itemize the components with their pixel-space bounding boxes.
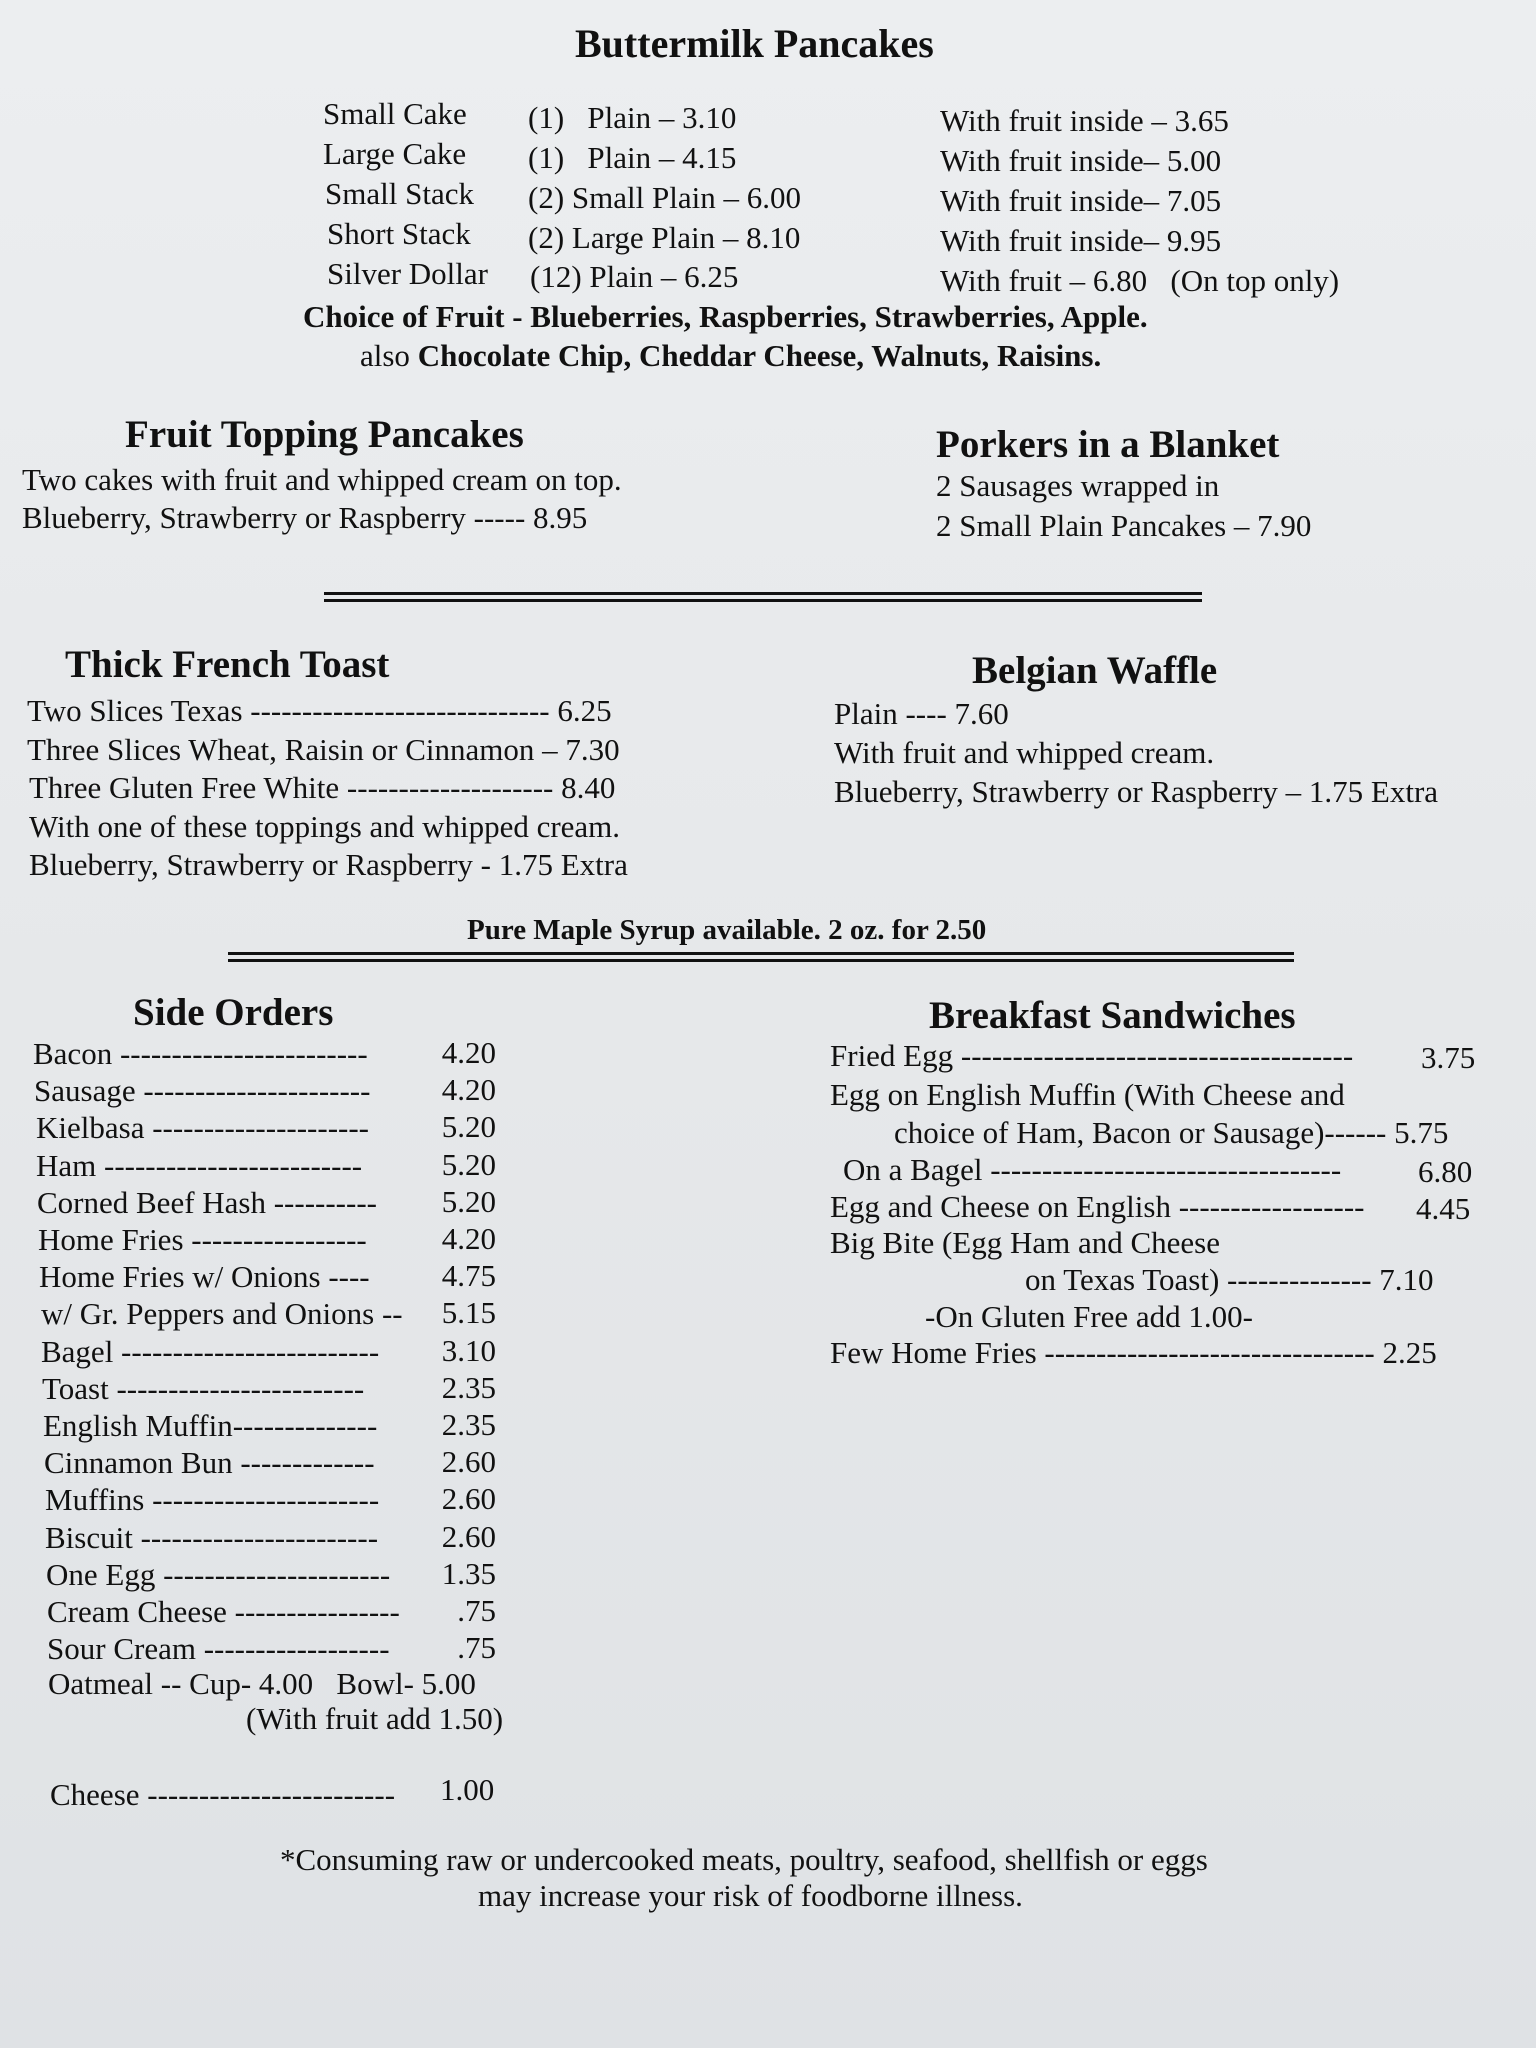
also-line	[360, 337, 1101, 375]
pancake-fruit: With fruit inside– 5.00	[940, 143, 1222, 178]
sandwich-price: 4.45	[1416, 1191, 1471, 1226]
fruit-topping-line: Blueberry, Strawberry or Raspberry ----- 8.95	[22, 500, 588, 535]
waffle-line: Blueberry, Strawberry or Raspberry – 1.75 Extra	[834, 774, 1439, 809]
side-order-label: Muffins ----------------------	[45, 1482, 380, 1517]
side-order-price: 5.20	[441, 1147, 496, 1182]
sandwiches-title: Breakfast Sandwiches	[929, 994, 1296, 1037]
waffle-title: Belgian Waffle	[972, 649, 1218, 692]
porkers-line: 2 Small Plain Pancakes – 7.90	[936, 508, 1312, 543]
side-order-label: One Egg ----------------------	[46, 1557, 391, 1592]
pancake-name: Large Cake	[323, 136, 467, 171]
gluten-free-note: -On Gluten Free add 1.00-	[925, 1299, 1253, 1334]
divider-rule	[324, 592, 1202, 602]
side-order-label: Bagel -------------------------	[41, 1334, 380, 1369]
side-order-price: 2.60	[441, 1519, 496, 1554]
side-order-price: .75	[457, 1593, 496, 1628]
pancake-fruit: With fruit inside– 9.95	[940, 223, 1222, 258]
side-order-label: Biscuit -----------------------	[45, 1520, 379, 1555]
fruit-choice-line: Choice of Fruit - Blueberries, Raspberries, Strawberries, Apple.	[303, 299, 1148, 334]
side-order-label: Cream Cheese ----------------	[47, 1594, 400, 1629]
side-order-label: Bacon ------------------------	[33, 1036, 368, 1071]
waffle-line: Plain ---- 7.60	[834, 696, 1009, 731]
porkers-title: Porkers in a Blanket	[936, 423, 1280, 466]
side-order-label: Ham -------------------------	[36, 1148, 363, 1183]
side-order-price: 4.20	[441, 1221, 496, 1256]
side-order-label: Home Fries -----------------	[38, 1222, 367, 1257]
sandwich-line: Few Home Fries -------------------------------- 2.25	[830, 1335, 1437, 1370]
side-order-label: Kielbasa ---------------------	[36, 1110, 369, 1145]
side-order-price: 4.20	[441, 1072, 496, 1107]
french-toast-line: Three Gluten Free White -------------------- 8.40	[29, 770, 616, 805]
also-items: Chocolate Chip, Cheddar Cheese, Walnuts, Raisins.	[417, 338, 1102, 373]
pancake-name: Small Stack	[325, 176, 474, 211]
sandwich-line: Egg on English Muffin (With Cheese and	[830, 1077, 1345, 1112]
side-order-price: 5.20	[441, 1109, 496, 1144]
pancake-plain: (12) Plain – 6.25	[530, 259, 739, 294]
cheese-label: Cheese ------------------------	[50, 1777, 396, 1812]
pancake-plain: (2) Large Plain – 8.10	[528, 220, 801, 255]
fruit-topping-title: Fruit Topping Pancakes	[125, 413, 524, 456]
pancake-plain: (1) Plain – 4.15	[528, 140, 737, 175]
syrup-note: Pure Maple Syrup available. 2 oz. for 2.50	[467, 914, 987, 946]
side-order-price: 2.60	[441, 1481, 496, 1516]
side-order-label: w/ Gr. Peppers and Onions --	[41, 1296, 403, 1331]
side-order-price: 2.60	[441, 1444, 496, 1479]
french-toast-line: Two Slices Texas ----------------------------- 6.25	[27, 693, 612, 728]
pancake-plain: (1) Plain – 3.10	[528, 100, 737, 135]
pancakes-title: Buttermilk Pancakes	[575, 21, 934, 66]
side-order-label: Sausage ----------------------	[34, 1073, 371, 1108]
cheese-price: 1.00	[440, 1772, 495, 1807]
sandwich-line: choice of Ham, Bacon or Sausage)------ 5.75	[894, 1115, 1449, 1150]
side-orders-title: Side Orders	[133, 991, 334, 1034]
side-order-price: 4.20	[441, 1035, 496, 1070]
side-order-price: 5.20	[441, 1184, 496, 1219]
porkers-line: 2 Sausages wrapped in	[936, 468, 1220, 503]
sandwich-price: 3.75	[1421, 1040, 1476, 1075]
pancake-name: Short Stack	[327, 216, 471, 251]
french-toast-title: Thick French Toast	[65, 643, 390, 686]
also-prefix: also	[360, 338, 418, 373]
waffle-line: With fruit and whipped cream.	[834, 735, 1215, 770]
disclaimer-line: may increase your risk of foodborne illness.	[478, 1878, 1023, 1913]
french-toast-line: Three Slices Wheat, Raisin or Cinnamon – 7.30	[27, 732, 620, 767]
side-order-price: 5.15	[441, 1295, 496, 1330]
side-order-label: Corned Beef Hash ----------	[37, 1185, 377, 1220]
sandwich-line: Fried Egg --------------------------------------	[830, 1038, 1354, 1073]
sandwich-line: on Texas Toast) -------------- 7.10	[1025, 1262, 1434, 1297]
side-order-label: Toast ------------------------	[42, 1371, 365, 1406]
disclaimer-line: *Consuming raw or undercooked meats, poultry, seafood, shellfish or eggs	[280, 1842, 1208, 1877]
side-order-label: Home Fries w/ Onions ----	[39, 1259, 370, 1294]
pancake-fruit: With fruit inside – 3.65	[940, 103, 1229, 138]
side-order-price: 2.35	[441, 1370, 496, 1405]
side-order-price: 1.35	[441, 1556, 496, 1591]
sandwich-line: Egg and Cheese on English ------------------	[830, 1189, 1365, 1224]
pancake-fruit: With fruit – 6.80 (On top only)	[940, 263, 1340, 298]
sandwich-line: Big Bite (Egg Ham and Cheese	[830, 1225, 1220, 1260]
oatmeal-line: Oatmeal -- Cup- 4.00 Bowl- 5.00	[48, 1666, 476, 1701]
french-toast-line: With one of these toppings and whipped cream.	[29, 809, 621, 844]
side-order-label: Sour Cream ------------------	[47, 1631, 390, 1666]
pancake-plain: (2) Small Plain – 6.00	[528, 180, 801, 215]
side-order-price: .75	[457, 1630, 496, 1665]
sandwich-price: 6.80	[1418, 1154, 1473, 1189]
french-toast-line: Blueberry, Strawberry or Raspberry - 1.75 Extra	[29, 847, 628, 882]
pancake-name: Small Cake	[323, 96, 467, 131]
pancake-name: Silver Dollar	[327, 256, 488, 291]
side-order-price: 3.10	[441, 1333, 496, 1368]
pancake-fruit: With fruit inside– 7.05	[940, 183, 1222, 218]
side-order-label: English Muffin--------------	[43, 1408, 378, 1443]
side-order-price: 4.75	[441, 1258, 496, 1293]
oatmeal-note: (With fruit add 1.50)	[246, 1701, 504, 1736]
side-order-label: Cinnamon Bun -------------	[44, 1445, 375, 1480]
sandwich-line: On a Bagel ----------------------------------	[843, 1152, 1342, 1187]
fruit-topping-line: Two cakes with fruit and whipped cream on top.	[22, 462, 622, 497]
side-order-price: 2.35	[441, 1407, 496, 1442]
divider-rule	[228, 952, 1294, 962]
